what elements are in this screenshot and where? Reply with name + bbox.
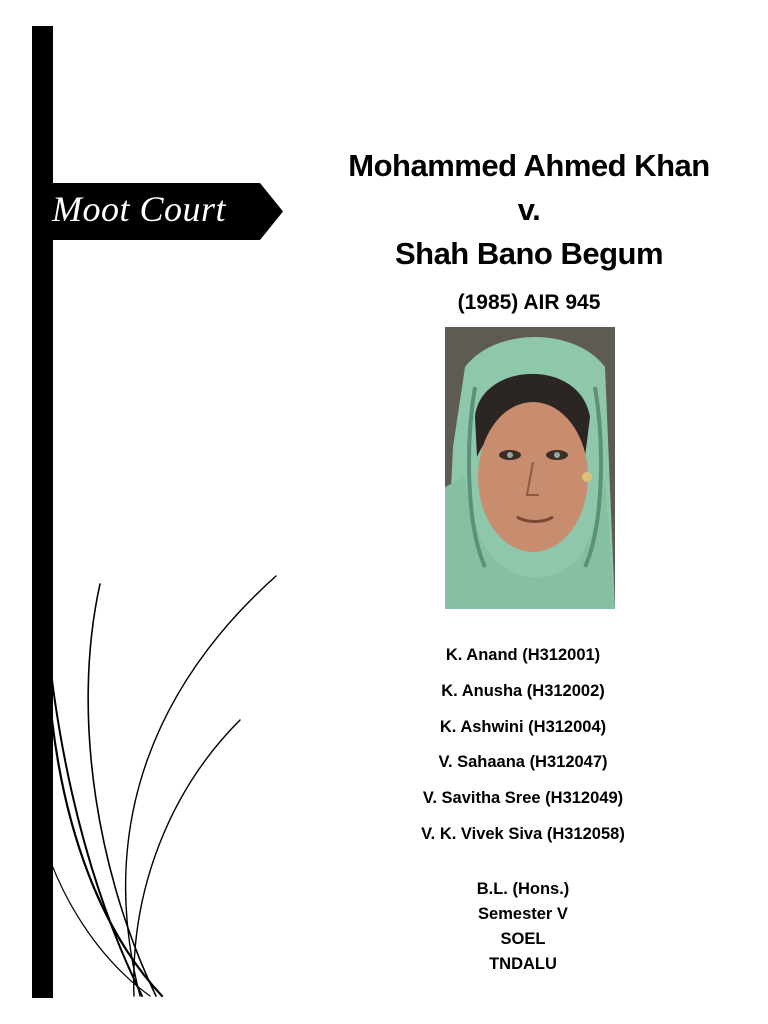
member-name: K. Ashwini (H312004) (439, 717, 607, 736)
course-details (420, 877, 626, 977)
member-name: K. Anand (H312001) (445, 646, 601, 664)
semester-label: Semester V (478, 905, 568, 923)
petitioner-name: Mohammed Ahmed Khan (348, 148, 710, 183)
university-label: TNDALU (489, 955, 557, 973)
case-citation: (1985) AIR 945 (457, 291, 601, 314)
team-members-list (380, 638, 666, 853)
member-name: V. K. Vivek Siva (H312058) (421, 824, 625, 843)
decorative-swirl-lines (40, 570, 280, 1000)
versus-label: v. (517, 192, 541, 227)
school-label: SOEL (500, 930, 546, 948)
degree-label: B.L. (Hons.) (476, 880, 570, 898)
member-name: K. Anusha (H312002) (441, 681, 605, 700)
respondent-name: Shah Bano Begum (394, 236, 664, 271)
moot-court-banner (38, 183, 283, 240)
portrait-illustration (445, 327, 615, 609)
member-name: V. Sahaana (H312047) (438, 753, 608, 772)
case-title-block (320, 144, 738, 318)
banner-label: Moot Court (52, 189, 227, 229)
portrait-photo (445, 327, 615, 609)
member-name: V. Savitha Sree (H312049) (422, 789, 624, 808)
